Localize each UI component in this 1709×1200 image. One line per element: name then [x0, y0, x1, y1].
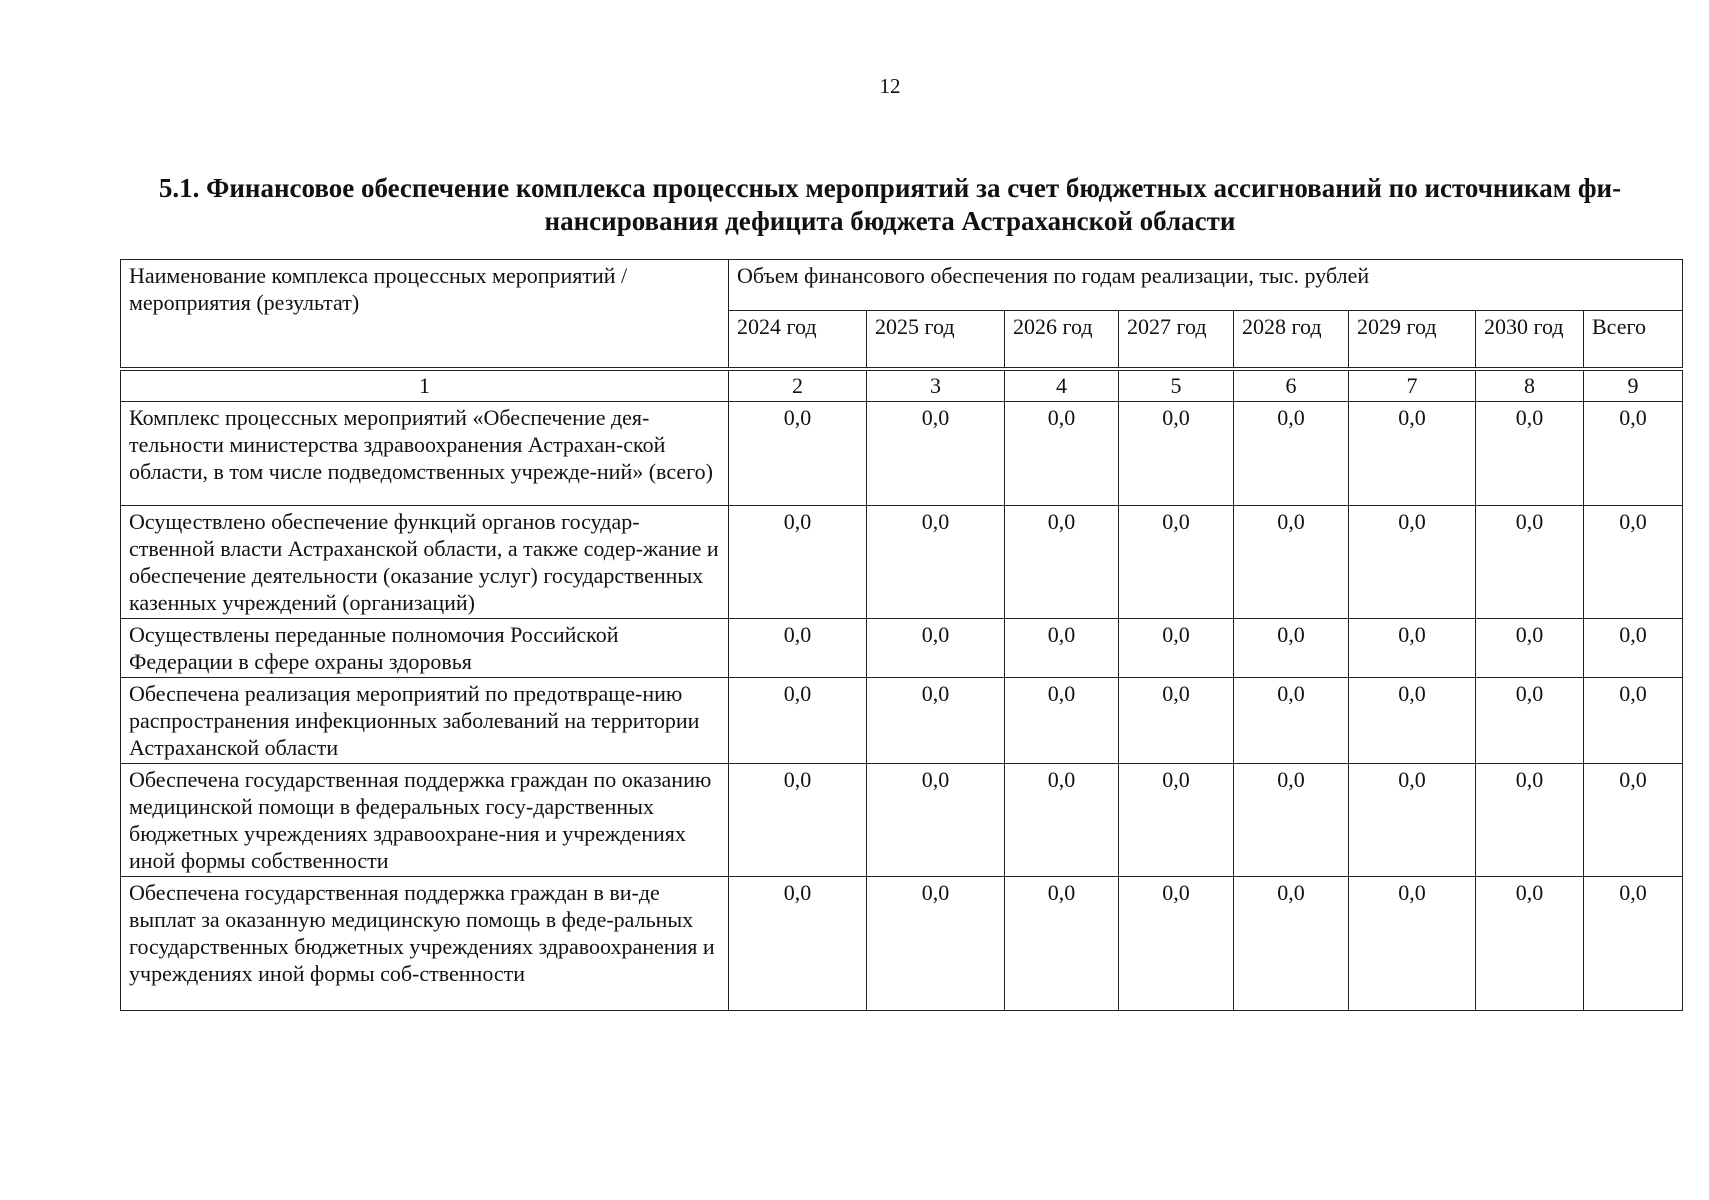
row-value: 0,0: [1005, 678, 1119, 764]
column-number: 1: [121, 369, 729, 402]
year-header-2028: 2028 год: [1234, 311, 1349, 370]
row-value: 0,0: [1119, 678, 1234, 764]
row-value: 0,0: [1349, 764, 1476, 877]
row-value: 0,0: [729, 877, 867, 1011]
total-header: Всего: [1584, 311, 1683, 370]
row-value: 0,0: [1234, 506, 1349, 619]
column-number: 8: [1476, 369, 1584, 402]
row-value: 0,0: [729, 619, 867, 678]
row-value: 0,0: [1349, 877, 1476, 1011]
row-value: 0,0: [1349, 678, 1476, 764]
column-number: 6: [1234, 369, 1349, 402]
year-header-2025: 2025 год: [867, 311, 1005, 370]
row-value: 0,0: [1005, 764, 1119, 877]
row-value: 0,0: [729, 764, 867, 877]
row-value: 0,0: [867, 678, 1005, 764]
row-value: 0,0: [1349, 402, 1476, 506]
row-value: 0,0: [1005, 402, 1119, 506]
row-value: 0,0: [1119, 619, 1234, 678]
page-title: [140, 172, 1640, 238]
row-value: 0,0: [1584, 506, 1683, 619]
row-value: 0,0: [1119, 877, 1234, 1011]
row-value: 0,0: [1119, 402, 1234, 506]
row-value: 0,0: [1005, 506, 1119, 619]
table-row: [121, 877, 1683, 1011]
row-value: 0,0: [1476, 506, 1584, 619]
row-value: 0,0: [1584, 619, 1683, 678]
row-value: 0,0: [1349, 506, 1476, 619]
row-name: Обеспечена государственная поддержка граждан по оказанию медицинской помощи в федеральных госу-дарственных бюджетных учреждениях здравоохране-ния и учреждениях иной формы собственности: [121, 764, 729, 877]
row-value: 0,0: [1119, 764, 1234, 877]
funding-group-header: Объем финансового обеспечения по годам реализации, тыс. рублей: [729, 260, 1683, 311]
row-value: 0,0: [867, 877, 1005, 1011]
page-number: 12: [879, 74, 901, 98]
year-header-2024: 2024 год: [729, 311, 867, 370]
table-row: [121, 619, 1683, 678]
row-value: 0,0: [1584, 678, 1683, 764]
row-value: 0,0: [1349, 619, 1476, 678]
row-value: 0,0: [1234, 402, 1349, 506]
row-value: 0,0: [1584, 764, 1683, 877]
row-value: 0,0: [729, 678, 867, 764]
row-value: 0,0: [1234, 619, 1349, 678]
row-value: 0,0: [867, 402, 1005, 506]
name-column-header: Наименование комплекса процессных мероприятий / мероприятия (результат): [121, 260, 729, 370]
row-value: 0,0: [867, 764, 1005, 877]
table-row: [121, 402, 1683, 506]
row-name: Комплекс процессных мероприятий «Обеспечение дея-тельности министерства здравоохранения Астрахан-ской области, в том числе подведомственных учрежде-ний» (всего): [121, 402, 729, 506]
column-number: 3: [867, 369, 1005, 402]
row-name: Осуществлены переданные полномочия Российской Федерации в сфере охраны здоровья: [121, 619, 729, 678]
column-number: 9: [1584, 369, 1683, 402]
table-row: [121, 764, 1683, 877]
row-value: 0,0: [1119, 506, 1234, 619]
row-value: 0,0: [1005, 877, 1119, 1011]
page-title-line-1: 5.1. Финансовое обеспечение комплекса процессных мероприятий за счет бюджетных ассигнований по источникам фи-: [158, 173, 1622, 203]
row-value: 0,0: [1476, 402, 1584, 506]
page-title-line-2: нансирования дефицита бюджета Астраханской области: [544, 206, 1236, 236]
row-value: 0,0: [729, 402, 867, 506]
row-value: 0,0: [1476, 678, 1584, 764]
row-value: 0,0: [729, 506, 867, 619]
column-number-row: [121, 369, 1683, 402]
row-value: 0,0: [1476, 764, 1584, 877]
year-header-2030: 2030 год: [1476, 311, 1584, 370]
financing-table: [120, 259, 1683, 1011]
row-name: Обеспечена реализация мероприятий по предотвраще-нию распространения инфекционных заболеваний на территории Астраханской области: [121, 678, 729, 764]
row-value: 0,0: [867, 506, 1005, 619]
year-header-2029: 2029 год: [1349, 311, 1476, 370]
row-value: 0,0: [1234, 764, 1349, 877]
year-header-2026: 2026 год: [1005, 311, 1119, 370]
table-row: [121, 678, 1683, 764]
row-value: 0,0: [1234, 678, 1349, 764]
column-number: 5: [1119, 369, 1234, 402]
row-value: 0,0: [1005, 619, 1119, 678]
row-value: 0,0: [1234, 877, 1349, 1011]
row-value: 0,0: [867, 619, 1005, 678]
column-number: 7: [1349, 369, 1476, 402]
year-header-2027: 2027 год: [1119, 311, 1234, 370]
row-value: 0,0: [1584, 877, 1683, 1011]
table-row: [121, 506, 1683, 619]
column-number: 4: [1005, 369, 1119, 402]
row-value: 0,0: [1476, 619, 1584, 678]
row-value: 0,0: [1476, 877, 1584, 1011]
row-name: Осуществлено обеспечение функций органов государ-ственной власти Астраханской области, а также содер-жание и обеспечение деятельности (оказание услуг) государственных казенных учреждений (организаций): [121, 506, 729, 619]
row-value: 0,0: [1584, 402, 1683, 506]
column-number: 2: [729, 369, 867, 402]
row-name: Обеспечена государственная поддержка граждан в ви-де выплат за оказанную медицинскую помощь в феде-ральных государственных бюджетных учреждениях здравоохранения и учреждениях иной формы соб-ственности: [121, 877, 729, 1011]
